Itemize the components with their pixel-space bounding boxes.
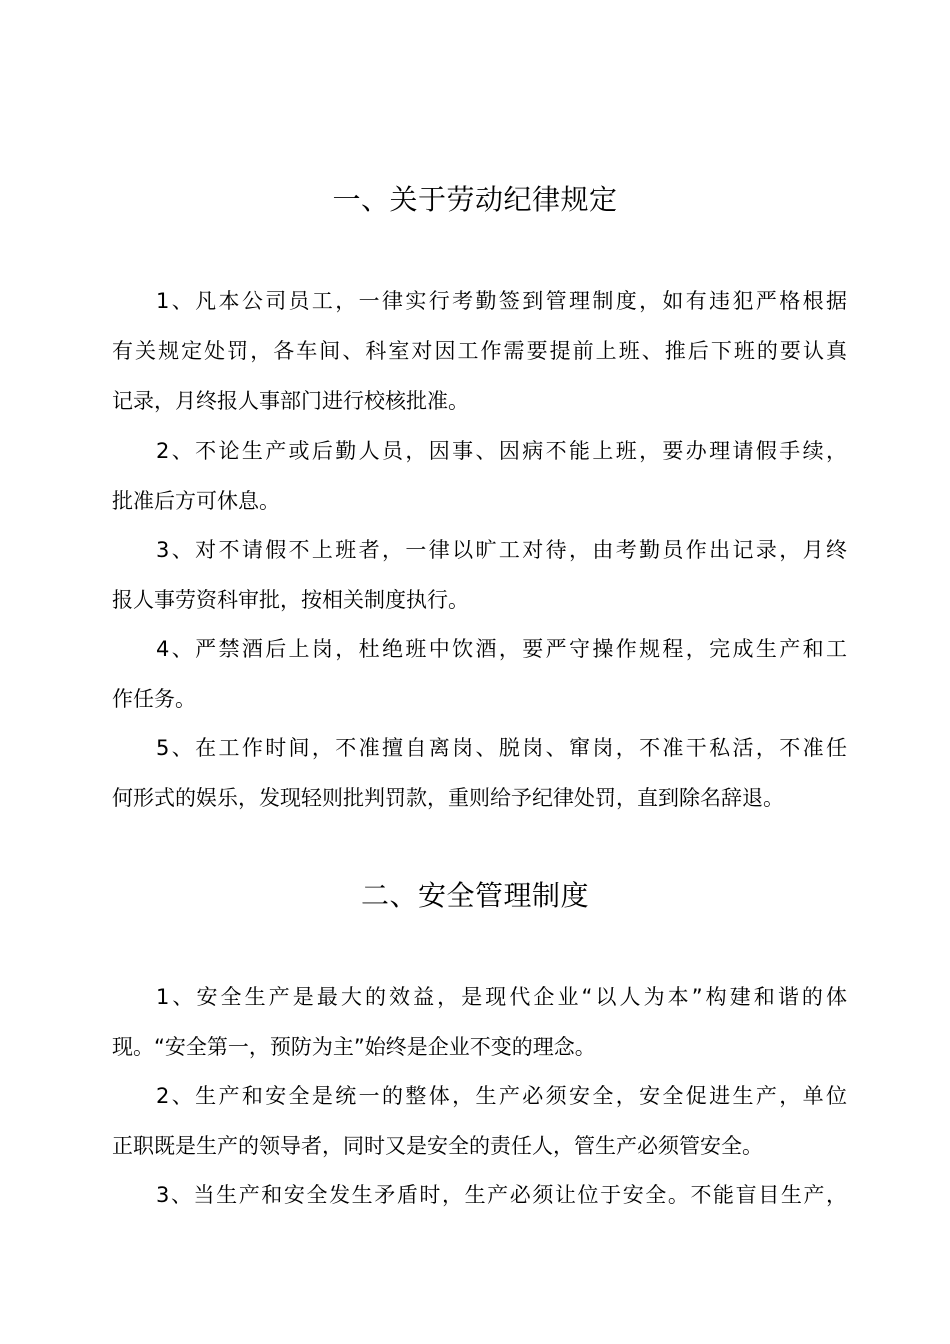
section-1-paragraph-3	[112, 525, 847, 625]
paragraph-line: 1、凡本公司员工，一律实行考勤签到管理制度，如有违犯严格根据	[156, 289, 847, 313]
paragraph-line: 2、不论生产或后勤人员，因事、因病不能上班，要办理请假手续，	[156, 439, 847, 463]
paragraph-line: 2、生产和安全是统一的整体，生产必须安全，安全促进生产，单位	[156, 1084, 847, 1108]
paragraph-line: 现。“安全第一，预防为主”始终是企业不变的理念。	[112, 1035, 596, 1059]
section-2-paragraph-3	[112, 1170, 847, 1220]
section-1-heading: 一、关于劳动纪律规定	[332, 183, 618, 216]
section-1-paragraph-4	[112, 624, 847, 724]
section-1-paragraph-2	[112, 426, 847, 526]
paragraph-line: 1、安全生产是最大的效益，是现代企业“以人为本”构建和谐的体	[156, 985, 847, 1009]
paragraph-line: 4、严禁酒后上岗，杜绝班中饮酒，要严守操作规程，完成生产和工	[156, 637, 847, 661]
paragraph-line: 3、对不请假不上班者，一律以旷工对待，由考勤员作出记录，月终	[156, 538, 847, 562]
paragraph-line: 有关规定处罚，各车间、科室对因工作需要提前上班、推后下班的要认真	[112, 339, 847, 363]
paragraph-line: 3、当生产和安全发生矛盾时，生产必须让位于安全。不能盲目生产，	[156, 1183, 847, 1207]
section-2-paragraph-2	[112, 1071, 847, 1171]
section-2-paragraph-1	[112, 972, 847, 1072]
paragraph-line: 作任务。	[112, 687, 196, 711]
paragraph-line: 记录，月终报人事部门进行校核批准。	[112, 389, 469, 413]
section-2-heading: 二、安全管理制度	[360, 879, 589, 912]
section-1-paragraph-1	[112, 276, 847, 426]
paragraph-line: 5、在工作时间，不准擅自离岗、脱岗、窜岗，不准干私活，不准任	[156, 736, 847, 760]
paragraph-line: 报人事劳资科审批，按相关制度执行。	[112, 588, 469, 612]
section-1-paragraph-5	[112, 723, 847, 823]
paragraph-line: 批准后方可休息。	[112, 489, 280, 513]
paragraph-line: 正职既是生产的领导者，同时又是安全的责任人，管生产必须管安全。	[112, 1134, 763, 1158]
paragraph-line: 何形式的娱乐，发现轻则批判罚款，重则给予纪律处罚，直到除名辞退。	[112, 786, 784, 810]
